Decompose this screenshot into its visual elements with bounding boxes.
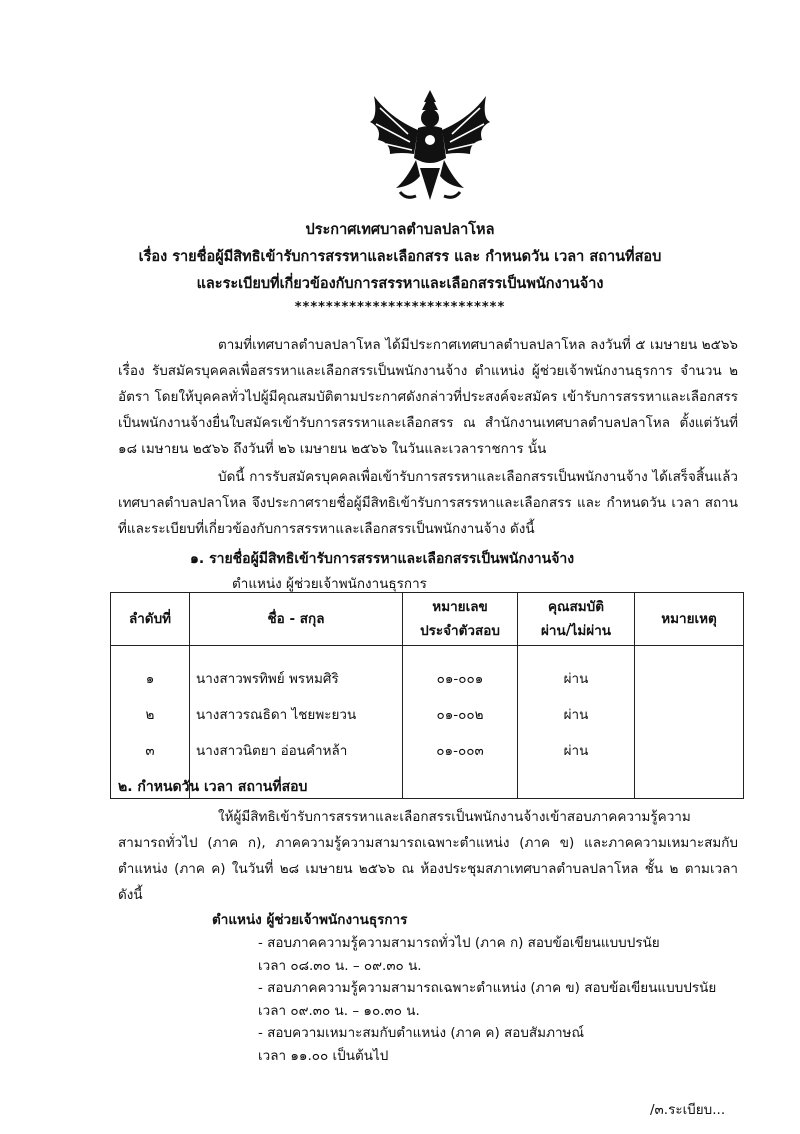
col-header-qualification-line-2: ผ่าน/ไม่ผ่าน: [540, 623, 612, 639]
cell-remark: [635, 660, 744, 696]
cell-name: นางสาวพรทิพย์ พรหมศิริ: [190, 660, 403, 696]
paragraph-1-text: ตามที่เทศบาลตำบลปลาโหล ได้มีประกาศเทศบาลตำบลปลาโหล ลงวันที่ ๕ เมษายน ๒๕๖๖ เรื่อง รับสมัครบุคคลเพื่อสรรหาและเลือกสรรเป็นพนักงานจ้าง ตำแหน่ง ผู้ช่วยเจ้าพนักงานธุรการ จำนวน ๒ อัตรา โดยให้บุคคลทั่วไปผู้มีคุณสมบัติตามประกาศดังกล่าวที่ประสงค์จะสมัคร เข้ารับการสรรหาและเลือกสรรเป็นพนักงานจ้างยื่นใบสมัครเข้ารับการสรรหาและเลือกสรร ณ สำนักงานเทศบาลตำบลปลาโหล ตั้งแต่วันที่ ๑๘ เมษายน ๒๕๖๖ ถึงวันที่ ๒๖ เมษายน ๒๕๖๖ ในวันและเวลาราชการ นั้น: [118, 337, 738, 457]
section-1-position: ตำแหน่ง ผู้ช่วยเจ้าพนักงานธุรการ: [232, 576, 427, 592]
section-2-position: ตำแหน่ง ผู้ช่วยเจ้าพนักงานธุรการ: [212, 912, 408, 928]
garuda-emblem-icon: [360, 88, 500, 208]
cell-no: ๒: [111, 696, 190, 732]
announcement-subject-line-2: และระเบียบที่เกี่ยวข้องกับการสรรหาและเลือกสรรเป็นพนักงานจ้าง: [196, 276, 604, 292]
col-header-exam-id-line-1: หมายเลข: [432, 599, 488, 615]
cell-name: นางสาวรณธิดา ไชยพะยวน: [190, 696, 403, 732]
announcement-subject-line-1: เรื่อง รายชื่อผู้มีสิทธิเข้ารับการสรรหาและเลือกสรร และ กำหนดวัน เวลา สถานที่สอบ: [138, 249, 662, 265]
section-2-paragraph: [118, 804, 738, 908]
table-row: [111, 696, 744, 732]
section-1-heading: ๑. รายชื่อผู้มีสิทธิเข้ารับการสรรหาและเลือกสรรเป็นพนักงานจ้าง: [190, 551, 575, 567]
cell-no: ๓: [111, 732, 190, 768]
table-row: [111, 660, 744, 696]
cell-exam-id: ๐๑-๐๐๒: [403, 696, 518, 732]
cell-qualification: ผ่าน: [518, 660, 635, 696]
paragraph-2: [118, 464, 738, 542]
col-header-name: ชื่อ - สกุล: [190, 593, 403, 646]
section-2-heading: ๒. กำหนดวัน เวลา สถานที่สอบ: [118, 779, 308, 795]
cell-remark: [635, 696, 744, 732]
paragraph-2-text: บัดนี้ การรับสมัครบุคคลเพื่อเข้ารับการสรรหาและเลือกสรรเป็นพนักงานจ้าง ได้เสร็จสิ้นแล้ว เทศบาลตำบลปลาโหล จึงประกาศรายชื่อผู้มีสิทธิเข้ารับการสรรหาและเลือกสรร และ กำหนดวัน เวลา สถานที่และระเบียบที่เกี่ยวข้องกับการสรรหาและเลือกสรรเป็นพนักงานจ้าง ดังนี้: [118, 469, 738, 537]
schedule-time: เวลา ๐๘.๓๐ น. – ๐๙.๓๐ น.: [258, 957, 422, 974]
schedule-item: - สอบภาคความรู้ความสามารถทั่วไป (ภาค ก) สอบข้อเขียนแบบปรนัย: [258, 935, 660, 951]
announcement-title: ประกาศเทศบาลตำบลปลาโหล: [305, 222, 495, 238]
paragraph-1: [118, 332, 738, 462]
cell-name: นางสาวนิตยา อ่อนคำหล้า: [190, 732, 403, 768]
col-header-exam-id: [403, 593, 518, 646]
schedule-time: เวลา ๑๑.๐๐ เป็นต้นไป: [258, 1047, 389, 1064]
schedule-item: - สอบความเหมาะสมกับตำแหน่ง (ภาค ค) สอบสัมภาษณ์: [258, 1025, 584, 1041]
exam-schedule: [258, 932, 716, 1067]
table-spacer-row: [111, 646, 744, 661]
cell-exam-id: ๐๑-๐๐๑: [403, 660, 518, 696]
candidate-table: [110, 592, 744, 799]
col-header-qualification-line-1: คุณสมบัติ: [547, 599, 605, 615]
cell-remark: [635, 732, 744, 768]
continuation-note: /๓.ระเบียบ...: [650, 1102, 726, 1118]
table-row: [111, 732, 744, 768]
col-header-exam-id-line-2: ประจำตัวสอบ: [420, 623, 500, 639]
cell-qualification: ผ่าน: [518, 696, 635, 732]
col-header-no: ลำดับที่: [111, 593, 190, 646]
table-header-row: [111, 593, 744, 646]
section-2-paragraph-text: ให้ผู้มีสิทธิเข้ารับการสรรหาและเลือกสรรเป็นพนักงานจ้างเข้าสอบภาคความรู้ความสามารถทั่วไป (ภาค ก), ภาคความรู้ความสามารถเฉพาะตำแหน่ง (ภาค ข) และภาคความเหมาะสมกับตำแหน่ง (ภาค ค) ในวันที่ ๒๘ เมษายน ๒๕๖๖ ณ ห้องประชุมสภาเทศบาลตำบลปลาโหล ชั้น ๒ ตามเวลา ดังนี้: [118, 809, 738, 903]
col-header-qualification: [518, 593, 635, 646]
schedule-time: เวลา ๐๙.๓๐ น. – ๑๐.๓๐ น.: [258, 1002, 420, 1019]
separator-line: ***************************: [294, 300, 506, 315]
col-header-remark: หมายเหตุ: [635, 593, 744, 646]
cell-no: ๑: [111, 660, 190, 696]
cell-exam-id: ๐๑-๐๐๓: [403, 732, 518, 768]
schedule-item: - สอบภาคความรู้ความสามารถเฉพาะตำแหน่ง (ภาค ข) สอบข้อเขียนแบบปรนัย: [258, 980, 717, 996]
cell-qualification: ผ่าน: [518, 732, 635, 768]
